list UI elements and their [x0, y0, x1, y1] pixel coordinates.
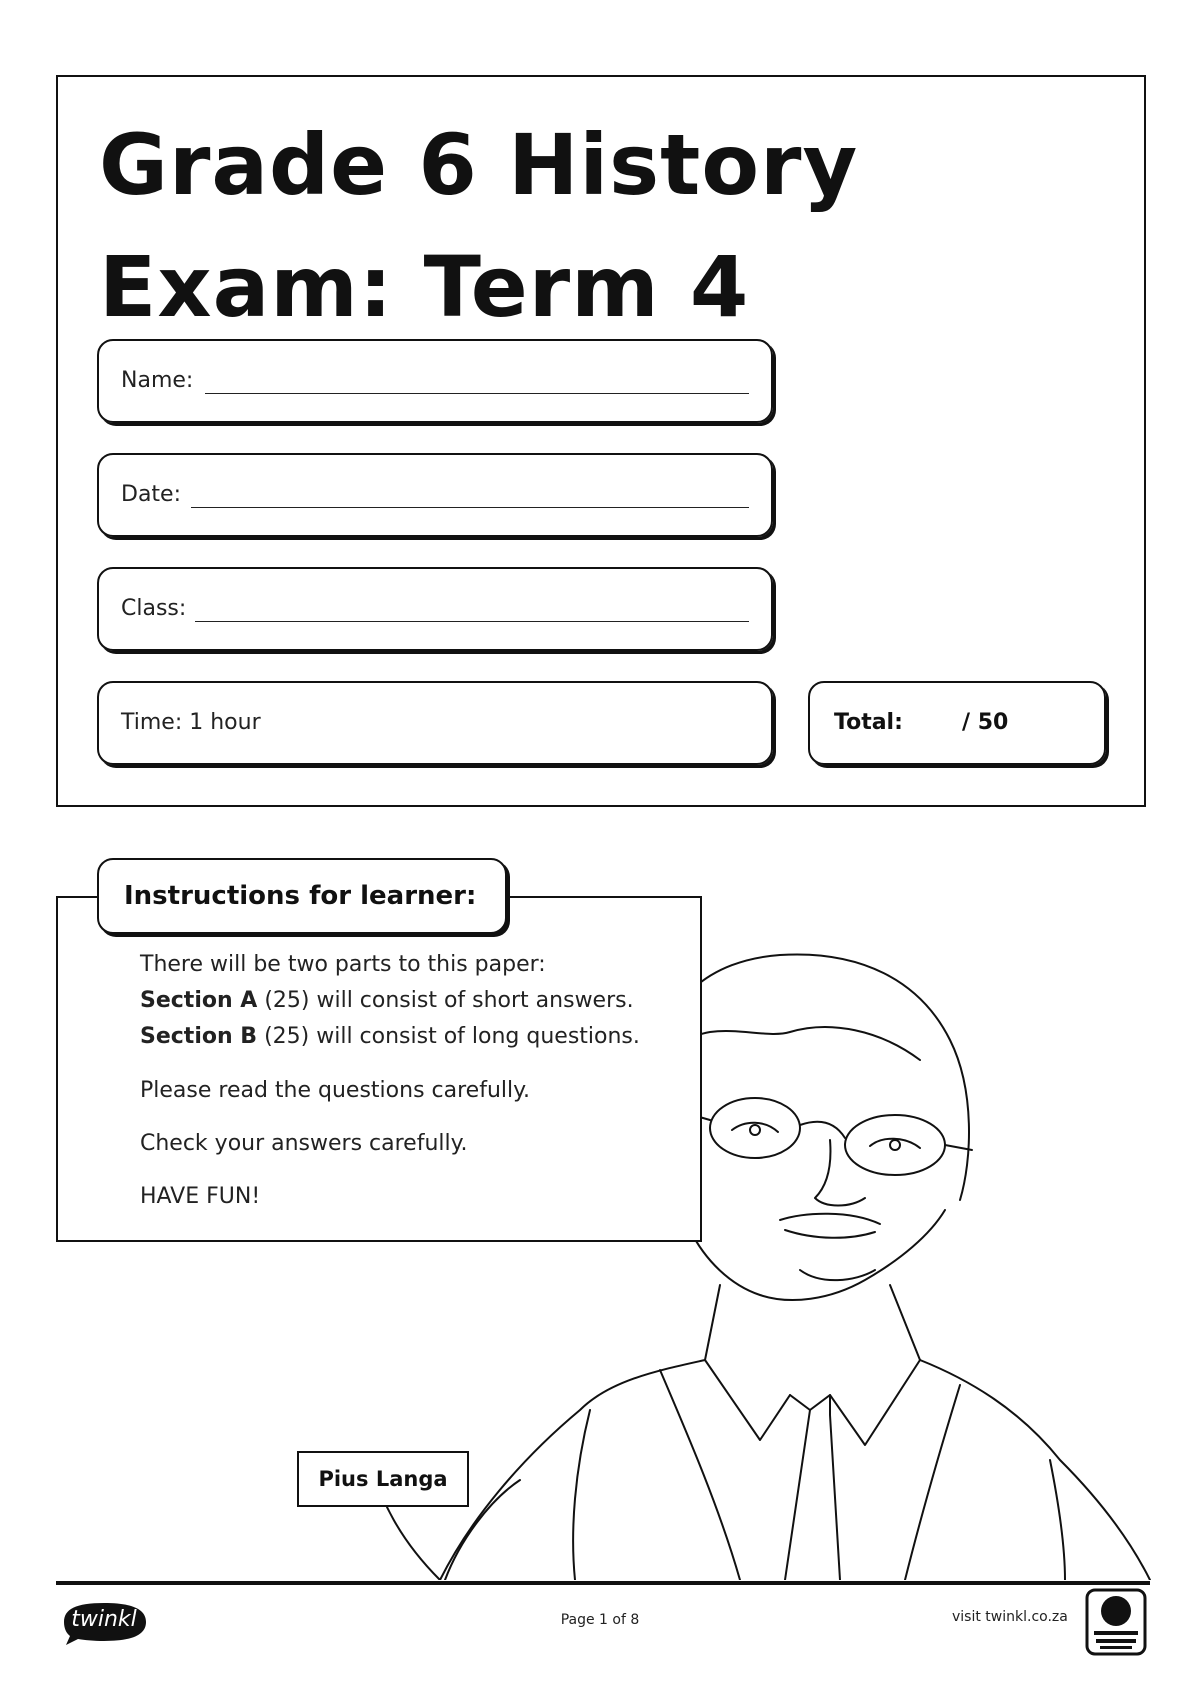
- portrait-caption: Pius Langa: [297, 1451, 469, 1507]
- class-label: Class:: [121, 596, 187, 621]
- class-write-line[interactable]: [195, 621, 749, 622]
- class-field[interactable]: [97, 567, 773, 651]
- date-label: Date:: [121, 482, 181, 507]
- total-value: / 50: [962, 710, 1009, 735]
- section-b-text: (25) will consist of long questions.: [257, 1024, 640, 1049]
- section-a-text: (25) will consist of short answers.: [257, 988, 634, 1013]
- instructions-read: Please read the questions carefully.: [140, 1078, 530, 1103]
- total-box[interactable]: [808, 681, 1106, 765]
- name-write-line[interactable]: [205, 393, 749, 394]
- page-title: [99, 104, 858, 348]
- section-b-label: Section B: [140, 1024, 258, 1049]
- date-field[interactable]: [97, 453, 773, 537]
- instructions-heading: Instructions for learner:: [124, 881, 477, 911]
- date-write-line[interactable]: [191, 507, 749, 508]
- footer-rule: [56, 1581, 1150, 1585]
- instructions-section-a: [140, 988, 634, 1013]
- logo-text: twinkl: [71, 1607, 137, 1632]
- name-label: Name:: [121, 368, 194, 393]
- instructions-fun: HAVE FUN!: [140, 1184, 261, 1209]
- page-number: Page 1 of 8: [560, 1612, 640, 1628]
- instructions-heading-tab: [97, 858, 507, 934]
- section-a-label: Section A: [140, 988, 258, 1013]
- visit-link[interactable]: visit twinkl.co.za: [952, 1609, 1068, 1625]
- time-label: Time: 1 hour: [121, 710, 261, 735]
- total-label: Total:: [834, 710, 903, 735]
- quality-badge-icon: [1084, 1587, 1150, 1659]
- instructions-section-b: [140, 1024, 640, 1049]
- title-line-2: Exam: Term 4: [99, 238, 750, 336]
- time-box: [97, 681, 773, 765]
- name-field[interactable]: [97, 339, 773, 423]
- instructions-check: Check your answers carefully.: [140, 1131, 468, 1156]
- title-line-1: Grade 6 History: [99, 116, 859, 214]
- instructions-intro: There will be two parts to this paper:: [140, 952, 546, 977]
